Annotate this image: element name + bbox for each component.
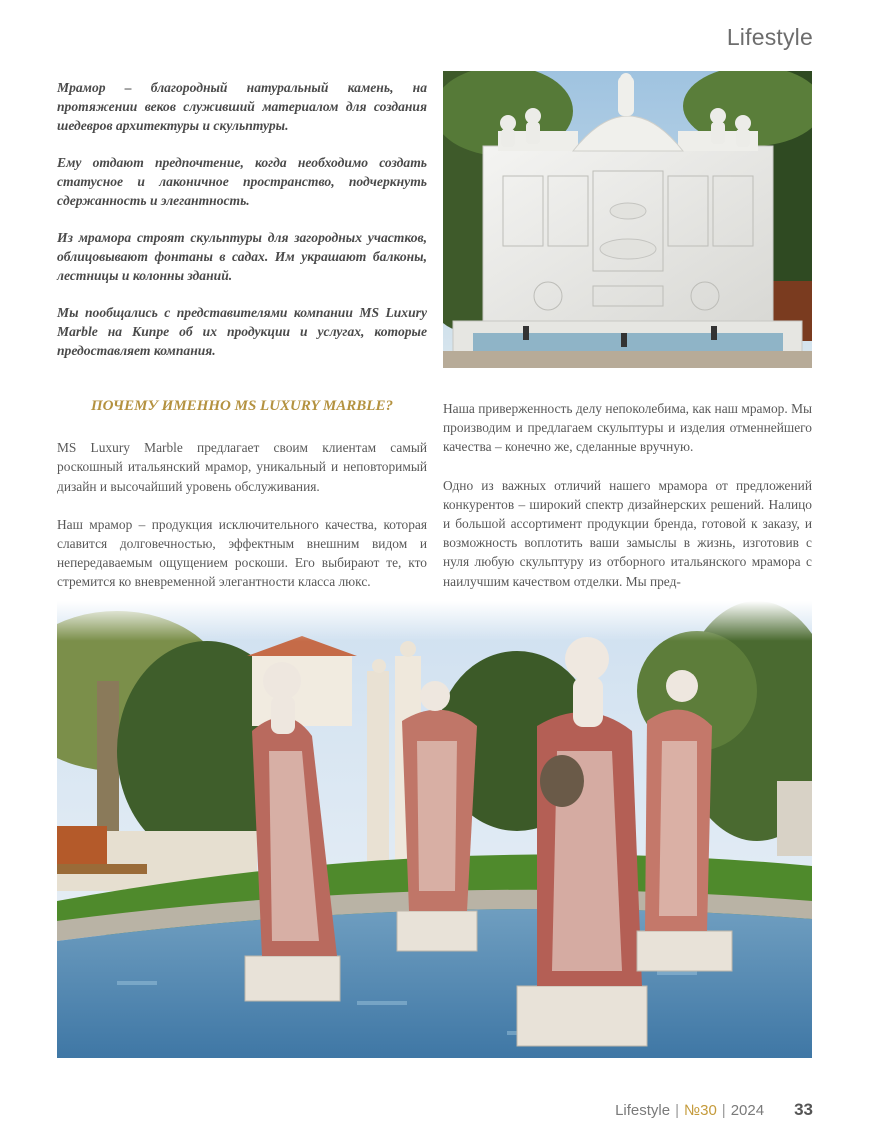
footer-issue: №30	[684, 1102, 717, 1119]
marble-statues-photo	[57, 601, 812, 1058]
article-left-column	[57, 397, 427, 611]
page-footer	[615, 1100, 813, 1120]
article-heading: ПОЧЕМУ ИМЕННО MS LUXURY MARBLE?	[91, 398, 393, 414]
intro-paragraph: Ему отдают предпочтение, когда необходимо создать статусное и лаконичное пространство, подчеркнуть сдержанность и элегантность.	[57, 155, 427, 208]
article-paragraph: Одно из важных отличий нашего мрамора от предложений конкурентов – широкий спектр дизайнерских решений. Налицо и большой ассортимент продукции бренда, готовой к заказу, и возможность воплотить ваши замыслы в жизнь, изготовив с нуля любую скульптуру из отборного итальянского мрамора с наилучшим качеством отделки. Мы пред-	[443, 477, 812, 589]
footer-magazine: Lifestyle	[615, 1102, 671, 1119]
page-number: 33	[794, 1100, 813, 1119]
article-right-column	[443, 399, 812, 610]
intro-paragraph: Мрамор – благородный натуральный камень, на протяжении веков служивший материалом для создания шедевров архитектуры и скульптуры.	[57, 80, 427, 133]
intro-text	[57, 78, 427, 378]
section-label: Lifestyle	[726, 24, 813, 50]
article-paragraph: MS Luxury Marble предлагает своим клиентам самый роскошный итальянский мрамор, уникальный и неповторимый дизайн и высочайший уровень обслуживания.	[57, 440, 427, 494]
footer-year: 2024	[730, 1102, 765, 1119]
footer-separator: |	[675, 1102, 680, 1119]
intro-paragraph: Из мрамора строят скульптуры для загородных участков, облицовывают фонтаны в садах. Им украшают балконы, лестницы и колонны зданий.	[57, 230, 427, 283]
marble-fountain-photo	[443, 71, 812, 368]
article-paragraph: Наш мрамор – продукция исключительного качества, которая славится долговечностью, эффектным внешним видом и непередаваемым ощущением роскоши. Его выбирают те, кто стремится ко вневременной элегантности класса люкс.	[57, 516, 427, 590]
intro-paragraph: Мы пообщались с представителями компании MS Luxury Marble на Кипре об их продукции и услугах, которые предоставляет компания.	[57, 305, 427, 358]
footer-separator: |	[721, 1102, 726, 1119]
article-paragraph: Наша приверженность делу непоколебима, как наш мрамор. Мы производим и предлагаем скульптуры и изделия отменнейшего качества – конечно же, сделанные вручную.	[443, 401, 812, 455]
